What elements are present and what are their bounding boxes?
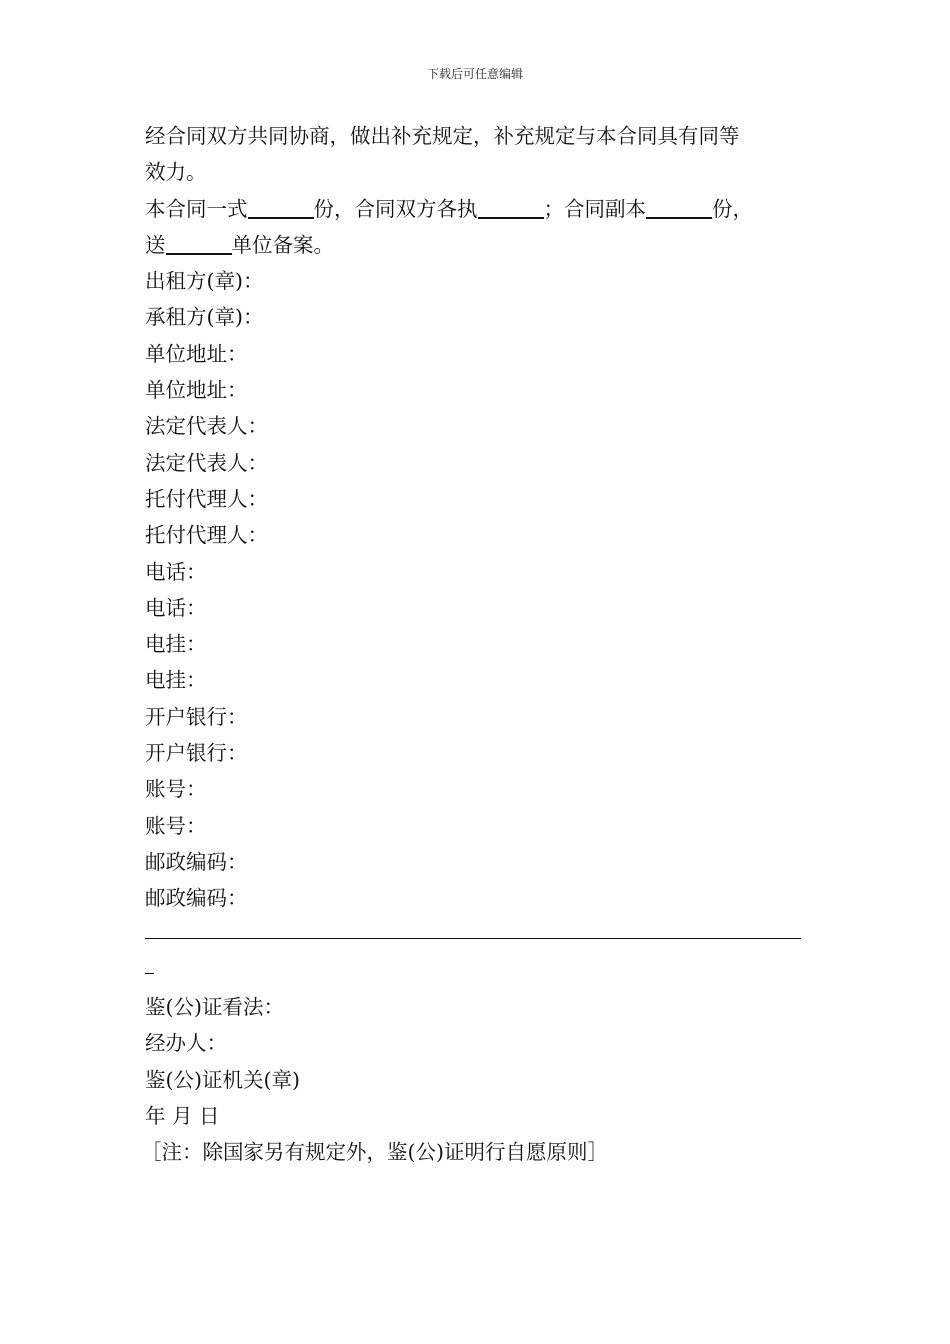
filing-unit-blank (166, 231, 232, 255)
footnote: ［注：除国家另有规定外，鉴(公)证明行自愿原则］ (141, 1140, 608, 1165)
field-lessee-bank: 开户银行： (145, 741, 248, 766)
copies-each-blank (478, 195, 544, 219)
copies-text-4: 份， (712, 196, 753, 221)
field-lessor-bank: 开户银行： (145, 704, 248, 729)
supplement-clause-line-1: 经合同双方共同协商，做出补充规定，补充规定与本合同具有同等 (145, 124, 740, 148)
page-header-note: 下载后可任意编辑 (426, 67, 523, 81)
notary-date: 年 月 日 (145, 1104, 220, 1129)
duplicates-blank (646, 195, 712, 219)
copies-text-1: 本合同一式 (145, 196, 248, 221)
copies-clause-line-2 (145, 227, 810, 263)
supplement-clause-line-2: 效力。 (145, 160, 207, 185)
separator-line-tail (145, 973, 154, 974)
field-lessee-phone: 电话： (145, 595, 207, 620)
field-lessee-account: 账号： (145, 813, 207, 838)
separator-line (145, 938, 801, 939)
field-lessee-telegraph: 电挂： (145, 668, 207, 693)
separator-rule (145, 917, 810, 990)
copies-clause-line-1 (145, 191, 810, 227)
field-lessor-legal-rep: 法定代表人： (145, 414, 268, 439)
field-lessee-agent: 托付代理人： (145, 523, 268, 548)
field-lessee-legal-rep: 法定代表人： (145, 450, 268, 475)
notary-handler: 经办人： (145, 1031, 227, 1056)
copies-text-2: 份，合同双方各执 (313, 196, 478, 221)
field-lessee-address: 单位地址： (145, 378, 248, 403)
field-lessor-address: 单位地址： (145, 341, 248, 366)
copies-text-6: 单位备案。 (231, 232, 334, 257)
field-lessee-postcode: 邮政编码： (145, 886, 248, 911)
field-lessor-agent: 托付代理人： (145, 486, 268, 511)
field-lessee-seal: 承租方(章)： (145, 305, 264, 330)
notary-authority-seal: 鉴(公)证机关(章) (145, 1067, 300, 1092)
copies-text-3: ；合同副本 (543, 196, 646, 221)
field-lessor-telegraph: 电挂： (145, 632, 207, 657)
notary-opinion: 鉴(公)证看法： (145, 995, 284, 1020)
field-lessor-seal: 出租方(章)： (145, 269, 264, 294)
copies-total-blank (248, 195, 314, 219)
copies-text-5: 送 (145, 232, 166, 257)
document-body (141, 118, 810, 1171)
field-lessor-phone: 电话： (145, 559, 207, 584)
field-lessor-account: 账号： (145, 777, 207, 802)
field-lessor-postcode: 邮政编码： (145, 849, 248, 874)
